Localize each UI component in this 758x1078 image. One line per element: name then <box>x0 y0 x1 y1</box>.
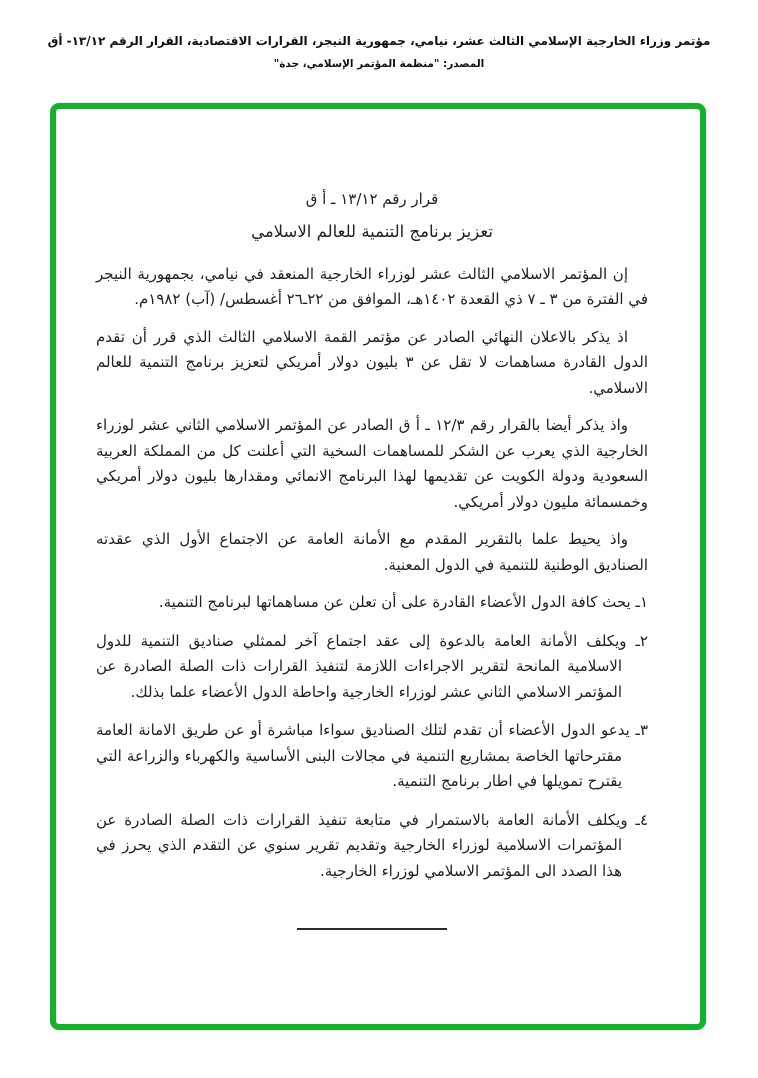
resolution-subject-title: تعزيز برنامج التنمية للعالم الاسلامي <box>251 221 493 241</box>
item-number-2: ٢ـ <box>635 631 648 650</box>
preamble-paragraph-2: اذ يذكر بالاعلان النهائي الصادر عن مؤتمر القمة الاسلامي الثالث الذي قرر أن تقدم الدول القادرة مساهمات لا تقل عن ٣ بليون دولار أمريكي لتعزيز برنامج التنمية للعالم الاسلامي. <box>96 327 648 397</box>
list-item-2 <box>96 629 648 706</box>
item-text-4: ويكلف الأمانة العامة بالاستمرار في متابعة تنفيذ القرارات ذات الصلة الصادرة عن المؤتمرات الاسلامية لوزراء الخارجية وتقديم تقرير سنوي عن التقدم الذي يحرز في هذا الصدد الى المؤتمر الاسلامي لوزراء الخارجية. <box>96 810 628 880</box>
resolution-number-title: قرار رقم ١٣/١٢ ـ أ ق <box>305 190 439 208</box>
item-number-4: ٤ـ <box>635 810 648 829</box>
item-text-1: يحث كافة الدول الأعضاء القادرة على أن تعلن عن مساهماتها لبرنامج التنمية. <box>158 593 631 612</box>
page-header <box>0 34 758 70</box>
item-number-1: ١ـ <box>635 593 648 612</box>
document-border-frame <box>50 103 706 1030</box>
item-text-2: ويكلف الأمانة العامة بالدعوة إلى عقد اجتماع آخر لممثلي صناديق التنمية للدول الاسلامية المانحة لتقرير الاجراءات اللازمة لتنفيذ القرارات ذات الصلة الصادرة عن المؤتمر الاسلامي الثاني عشر لوزراء الخارجية واحاطة الدول الأعضاء علما بذلك. <box>96 631 627 701</box>
item-text-3: يدعو الدول الأعضاء أن تقدم لتلك الصناديق سواءا مباشرة أو عن طريق الامانة العامة مقترحاتها الخاصة بمشاريع التنمية في مجالات البنى الأساسية والكهرباء والزراعة التي يقترح تمويلها في اطار برنامج التنمية. <box>96 721 630 791</box>
list-item-3 <box>96 718 648 795</box>
preamble-paragraph-1: إن المؤتمر الاسلامي الثالث عشر لوزراء الخارجية المنعقد في نيامي، بجمهورية النيجر في الفترة من ٣ ـ ٧ ذي القعدة ١٤٠٢هـ، الموافق من ٢٢ـ٢٦ أغسطس/ (آب) ١٩٨٢م. <box>96 264 648 309</box>
list-item-4 <box>96 808 648 885</box>
list-item-1 <box>96 590 648 616</box>
preamble-paragraph-4: واذ يحيط علما بالتقرير المقدم مع الأمانة العامة عن الاجتماع الأول الذي عقدته الصناديق الوطنية للتنمية في الدول المعنية. <box>96 530 648 574</box>
end-divider <box>297 928 447 930</box>
resolution-items <box>96 590 648 884</box>
source-line: المصدر: "منظمة المؤتمر الإسلامي، جدة" <box>273 58 485 70</box>
conference-title-line: مؤتمر وزراء الخارجية الإسلامي الثالث عشر، نيامي، جمهورية النيجر، القرارات الاقتصادية، القرار الرقم ١٣/١٢- أق <box>47 34 711 48</box>
item-number-3: ٣ـ <box>635 721 648 740</box>
resolution-document <box>56 109 700 930</box>
preamble-paragraph-3: واذ يذكر أيضا بالقرار رقم ١٢/٣ ـ أ ق الصادر عن المؤتمر الاسلامي الثاني عشر لوزراء الخارجية الذي يعرب عن الشكر للمساهمات السخية التي أعلنت كل من المملكة العربية السعودية ودولة الكويت عن تقديمها لهذا البرنامج الانمائي ومقدارها بليون دولار أمريكي وخمسمائة مليون دولار أمريكي. <box>96 416 648 511</box>
